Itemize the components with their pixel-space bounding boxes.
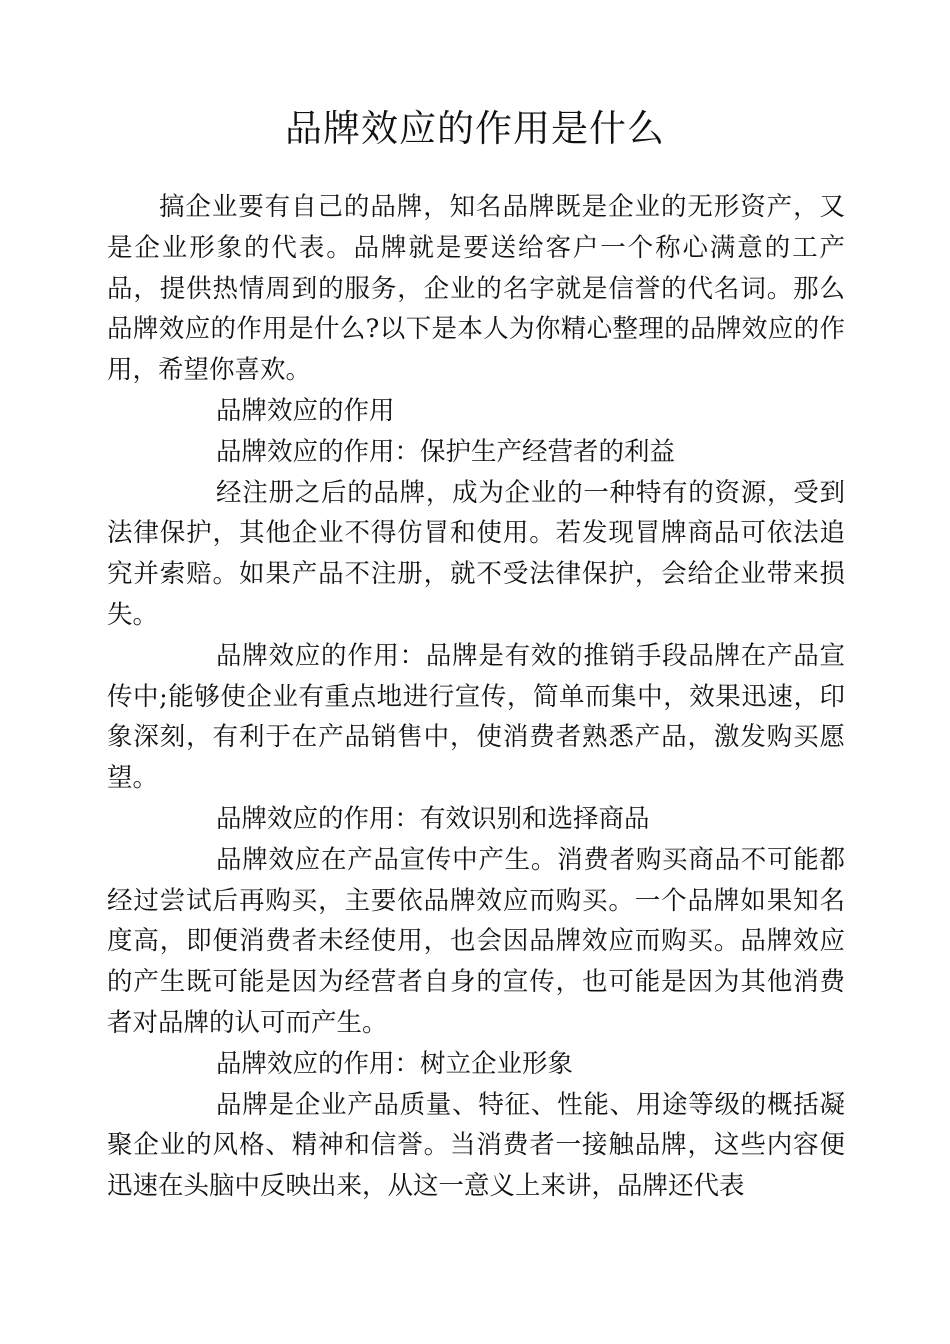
intro-paragraph: 搞企业要有自己的品牌，知名品牌既是企业的无形资产，又是企业形象的代表。品牌就是要送给客户一个称心满意的工产品，提供热情周到的服务，企业的名字就是信誉的代名词。那么品牌效应的作用是什么?以下是本人为你精心整理的品牌效应的作用，希望你喜欢。 — [107, 192, 845, 386]
body-paragraph: 品牌效应在产品宣传中产生。消费者购买商品不可能都经过尝试后再购买，主要依品牌效应而购买。一个品牌如果知名度高，即便消费者未经使用，也会因品牌效应而购买。品牌效应的产生既可能是因为经营者自身的宣传，也可能是因为其他消费者对品牌的认可而产生。 — [107, 844, 845, 1038]
subsection-heading: 品牌效应的作用：树立企业形象 — [216, 1048, 574, 1079]
page-title: 品牌效应的作用是什么 — [285, 107, 665, 150]
section-heading: 品牌效应的作用 — [216, 395, 395, 426]
body-paragraph: 经注册之后的品牌，成为企业的一种特有的资源，受到法律保护，其他企业不得仿冒和使用。若发现冒牌商品可依法追究并索赔。如果产品不注册，就不受法律保护，会给企业带来损失。 — [107, 477, 845, 630]
body-paragraph: 品牌是企业产品质量、特征、性能、用途等级的概括凝聚企业的风格、精神和信誉。当消费者一接触品牌，这些内容便迅速在头脑中反映出来，从这一意义上来讲，品牌还代表 — [107, 1089, 845, 1202]
document-body — [107, 187, 845, 1207]
body-paragraph: 品牌效应的作用：品牌是有效的推销手段品牌在产品宣传中;能够使企业有重点地进行宣传，简单而集中，效果迅速，印象深刻，有利于在产品销售中，使消费者熟悉产品，激发购买愿望。 — [107, 640, 845, 794]
subsection-heading: 品牌效应的作用：有效识别和选择商品 — [216, 803, 650, 834]
subsection-heading: 品牌效应的作用：保护生产经营者的利益 — [216, 436, 676, 467]
